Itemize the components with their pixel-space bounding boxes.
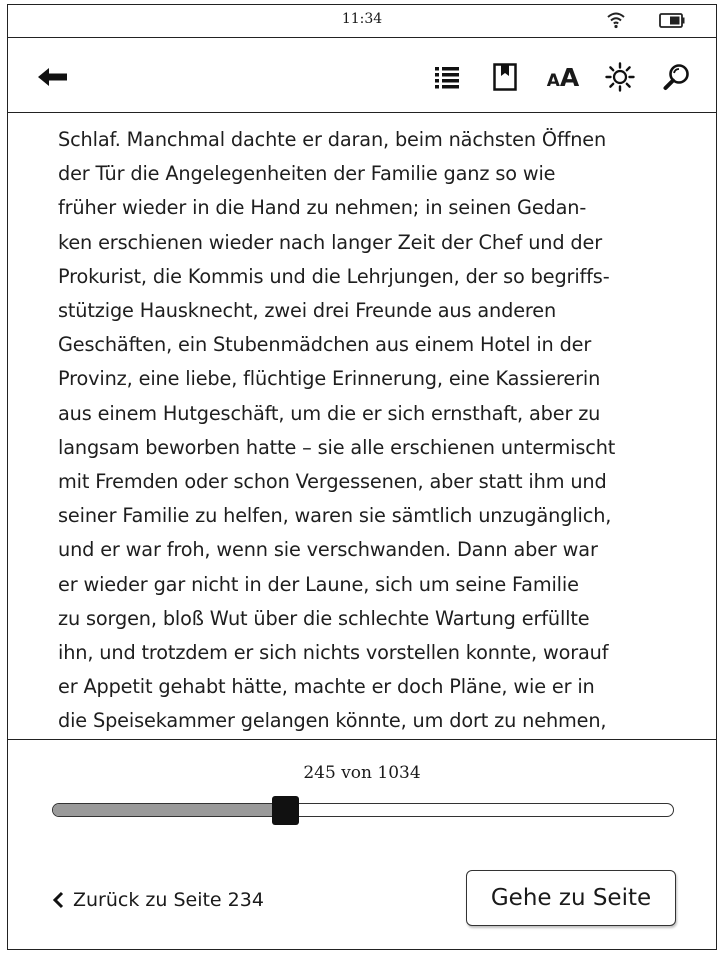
page-slider[interactable]	[52, 803, 674, 817]
text-line: er Appetit gehabt hätte, machte er doch Pläne, wie er in	[58, 675, 595, 699]
go-to-page-button[interactable]: Gehe zu Seite	[466, 870, 676, 926]
font-size-button[interactable]	[543, 60, 583, 94]
font-size-icon: AA	[546, 62, 580, 92]
search-icon	[663, 63, 691, 91]
search-button[interactable]	[660, 60, 694, 94]
text-line: er wieder gar nicht in der Laune, sich um seine Familie	[58, 572, 579, 596]
arrow-left-icon	[38, 66, 68, 88]
bookmark-icon	[493, 63, 517, 91]
wifi-icon	[606, 11, 626, 29]
text-line: aus einem Hutgeschäft, um die er sich ernsthaft, aber zu	[58, 401, 601, 425]
book-text	[58, 123, 678, 739]
back-button[interactable]	[36, 60, 70, 94]
toolbar	[8, 38, 716, 113]
text-line: seiner Familie zu helfen, waren sie sämtlich unzugänglich,	[58, 504, 612, 528]
text-line: stützige Hausknecht, zwei drei Freunde aus anderen	[58, 299, 557, 323]
text-line: ihn, und trotzdem er sich nichts vorstellen konnte, worauf	[58, 641, 609, 665]
bookmark-button[interactable]	[488, 60, 522, 94]
text-line: der Tür die Angelegenheiten der Familie ganz so wie	[58, 162, 556, 186]
page-indicator: 245 von 1034	[303, 763, 421, 783]
text-line: ken erschienen wieder nach langer Zeit der Chef und der	[58, 230, 603, 254]
reader-screen	[7, 4, 717, 950]
brightness-button[interactable]	[603, 60, 637, 94]
book-page[interactable]	[8, 113, 716, 740]
text-line: Geschäften, ein Stubenmädchen aus einem Hotel in der	[58, 333, 592, 357]
page-slider-handle[interactable]	[272, 796, 299, 825]
battery-icon	[659, 13, 685, 28]
page-slider-progress	[53, 804, 286, 816]
sun-icon	[605, 62, 635, 92]
text-line: früher wieder in die Hand zu nehmen; in seinen Gedan-	[58, 196, 587, 220]
text-line: Provinz, eine liebe, flüchtige Erinnerung, eine Kassiererin	[58, 367, 601, 391]
text-line: und er war froh, wenn sie verschwanden. Dann aber war	[58, 538, 598, 562]
page-navigation-panel	[8, 740, 716, 950]
chevron-left-icon	[52, 891, 64, 909]
list-icon	[434, 65, 460, 89]
text-line: langsam beworben hatte – sie alle erschienen untermischt	[58, 435, 616, 459]
text-line: mit Fremden oder schon Vergessenen, aber statt ihm und	[58, 470, 607, 494]
back-to-page-link[interactable]	[52, 885, 264, 915]
text-line: die Speisekammer gelangen könnte, um dort zu nehmen,	[58, 709, 607, 733]
text-line: Prokurist, die Kommis und die Lehrjungen, der so begriffs-	[58, 264, 610, 288]
status-bar	[8, 5, 716, 38]
text-line: zu sorgen, bloß Wut über die schlechte Wartung erfüllte	[58, 606, 590, 630]
text-line: Schlaf. Manchmal dachte er daran, beim nächsten Öffnen	[58, 128, 607, 151]
back-to-page-label: Zurück zu Seite 234	[73, 889, 264, 911]
table-of-contents-button[interactable]	[430, 60, 464, 94]
clock: 11:34	[341, 11, 383, 27]
